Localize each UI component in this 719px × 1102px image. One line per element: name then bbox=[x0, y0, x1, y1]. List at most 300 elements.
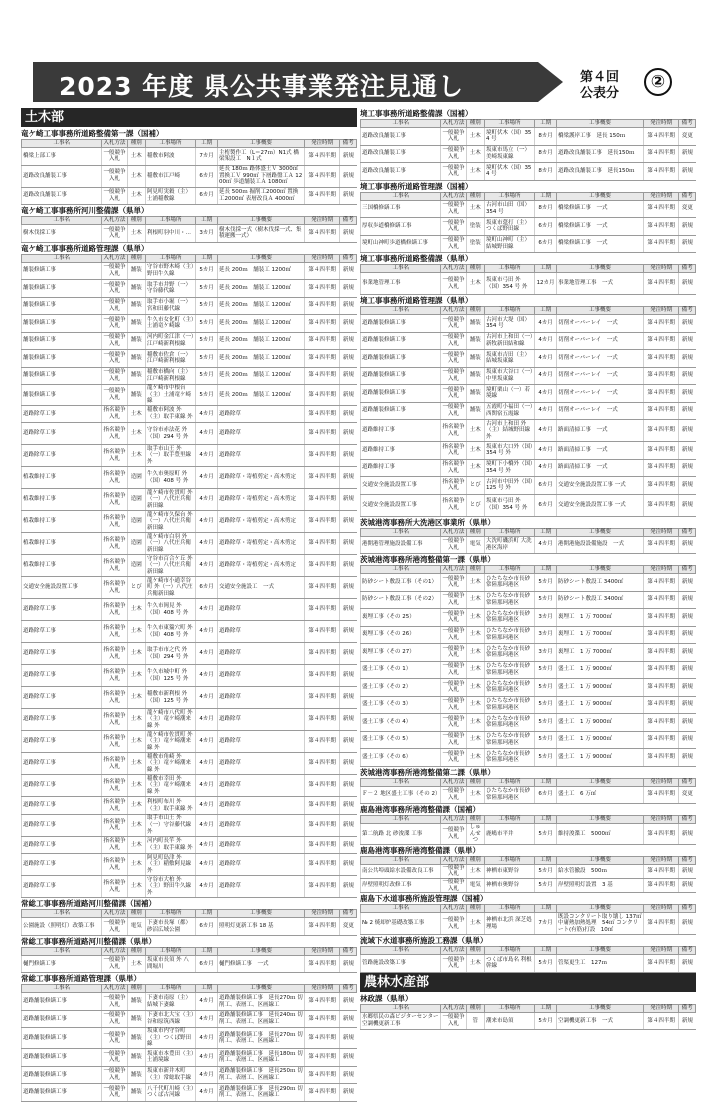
table-cell: 管渠更生工 127ｍ bbox=[556, 955, 643, 973]
table-cell: 新規 bbox=[340, 797, 357, 815]
table-cell: 第４四半期 bbox=[305, 577, 340, 599]
table-row bbox=[22, 1028, 357, 1049]
table-cell: 新規 bbox=[340, 1028, 357, 1049]
table-cell: 一般競争入札 bbox=[102, 148, 127, 166]
table-cell: 新規 bbox=[340, 577, 357, 599]
column-header: 入札方法 bbox=[442, 265, 465, 272]
column-header: 入札方法 bbox=[442, 947, 465, 954]
table-cell: 4カ月 bbox=[196, 1028, 218, 1049]
table-cell: 交通安全施設工 一式 bbox=[217, 577, 304, 599]
table-row bbox=[22, 262, 357, 280]
table-cell: 土木 bbox=[127, 187, 145, 205]
column-header: 工事名 bbox=[361, 905, 441, 913]
table-cell: 土木 bbox=[127, 687, 145, 709]
table-cell: 一般競争入札 bbox=[102, 262, 127, 280]
table-row bbox=[361, 609, 696, 627]
table-cell: 延長 200ｍ 舗装工 1200㎡ bbox=[217, 367, 304, 385]
table-row bbox=[361, 749, 696, 767]
table-cell: 4カ月 bbox=[196, 489, 218, 511]
column-header: 工事名 bbox=[361, 947, 441, 955]
table-cell: 道路除草工事 bbox=[22, 709, 102, 731]
table-cell: 第４四半期 bbox=[644, 315, 679, 333]
column-header: 備考 bbox=[340, 217, 357, 225]
table-cell: 第４四半期 bbox=[644, 420, 679, 442]
table-cell: ひたちなか市長砂 常陸那珂港区 bbox=[484, 696, 534, 714]
table-cell: 新規 bbox=[340, 555, 357, 577]
table-cell: 新規 bbox=[340, 350, 357, 368]
table-cell: 一般競争入札 bbox=[102, 955, 127, 973]
table-cell: 土木 bbox=[127, 876, 145, 898]
table-row bbox=[361, 235, 696, 253]
table-cell: 8カ月 bbox=[535, 200, 557, 218]
column-header: 工事場所 bbox=[145, 985, 195, 993]
table-cell: 土木 bbox=[466, 128, 484, 146]
table-cell: 土木 bbox=[466, 200, 484, 218]
table-cell: 牛久市岡見 外（国）408 号 外 bbox=[145, 599, 195, 621]
table-row bbox=[361, 315, 696, 333]
table-cell: 新規 bbox=[679, 350, 696, 368]
table-cell: 指名競争入札 bbox=[102, 665, 127, 687]
table-cell: 取手市山王 外（一）守谷藤代線 外 bbox=[145, 814, 195, 836]
works-table bbox=[360, 856, 696, 893]
column-header: 種別 bbox=[466, 905, 484, 913]
table-cell: 土木 bbox=[127, 445, 145, 467]
table-cell: 4カ月 bbox=[535, 367, 557, 385]
table-cell: 第４四半期 bbox=[644, 864, 679, 878]
column-header: 工期 bbox=[535, 778, 557, 786]
table-cell: 8カ月 bbox=[535, 163, 557, 181]
table-cell: 土木 bbox=[466, 574, 484, 592]
table-row bbox=[22, 297, 357, 315]
table-cell: 第４四半期 bbox=[305, 1084, 340, 1102]
table-cell: 盛土工 1 万 9000㎥ bbox=[556, 731, 643, 749]
table-cell: 裏埋工 1 万 7000㎥ bbox=[556, 609, 643, 627]
table-cell: 土木 bbox=[127, 731, 145, 753]
banner-title: 2023 年度 県公共事業発注見通し bbox=[59, 72, 464, 101]
table-cell: 新規 bbox=[340, 814, 357, 836]
table-cell: 稲敷市阿波 外（主）取手東線 外 bbox=[145, 405, 195, 423]
table-row bbox=[361, 696, 696, 714]
column-header: 工事場所 bbox=[484, 856, 534, 864]
table-cell: 第４四半期 bbox=[644, 679, 679, 697]
column-header: 工期 bbox=[196, 254, 218, 262]
works-table bbox=[21, 216, 357, 243]
column-header: 発注時期 bbox=[644, 307, 679, 315]
table-cell: 一般競争入札 bbox=[102, 918, 127, 936]
column-header: 発注時期 bbox=[644, 856, 679, 864]
works-table bbox=[360, 904, 696, 935]
table-cell: 道路除草・寄植剪定・高木剪定 bbox=[217, 555, 304, 577]
table-header-row bbox=[361, 528, 696, 536]
table-cell: 一般競争入札 bbox=[442, 878, 465, 892]
table-cell: 5カ月 bbox=[535, 591, 557, 609]
table-row bbox=[22, 753, 357, 775]
left-column bbox=[21, 108, 357, 1102]
table-row bbox=[22, 225, 357, 243]
table-cell: 道路除草 bbox=[217, 665, 304, 687]
table-row bbox=[22, 993, 357, 1011]
column-header: 入札方法 bbox=[103, 910, 126, 917]
table-cell: 植栽維持工事 bbox=[22, 511, 102, 533]
table-cell: 一般競争入札 bbox=[441, 1012, 466, 1030]
table-cell: 稲敷市阿波 bbox=[145, 148, 195, 166]
table-cell: 一般競争入札 bbox=[102, 1010, 127, 1028]
table-cell: 新規 bbox=[340, 467, 357, 489]
table-header-row bbox=[361, 192, 696, 200]
table-cell: 新規 bbox=[340, 599, 357, 621]
table-cell: ひたちなか市長砂 常陸那珂港区 bbox=[484, 786, 534, 804]
table-cell: 稲敷市橋向（主）江戸崎新利根線 bbox=[145, 367, 195, 385]
table-cell: 路面清掃工事 一式 bbox=[556, 459, 643, 477]
table-cell: 3カ月 bbox=[196, 225, 218, 243]
table-cell: 舗装修繕工事 bbox=[22, 385, 102, 406]
table-row bbox=[22, 467, 357, 489]
column-header: 種別 bbox=[466, 1004, 484, 1012]
table-cell: 4カ月 bbox=[535, 402, 557, 420]
table-cell: 龍ケ崎市佐貫町 外（主）竜ケ崎潮来線 外 bbox=[145, 731, 195, 753]
table-cell: 公園施設（照明灯）改築工事 bbox=[22, 918, 102, 936]
table-cell: 指名競争入札 bbox=[102, 709, 127, 731]
table-cell: 土木 bbox=[466, 644, 484, 662]
table-cell: 一般競争入札 bbox=[441, 128, 466, 146]
table-cell: 神栖市奥野谷 bbox=[484, 878, 534, 892]
table-cell: 4カ月 bbox=[196, 731, 218, 753]
table-cell: 新規 bbox=[679, 714, 696, 732]
table-cell: 第４四半期 bbox=[644, 273, 679, 295]
table-cell: 第４四半期 bbox=[305, 315, 340, 333]
table-cell: 第４四半期 bbox=[644, 128, 679, 146]
table-cell: 第４四半期 bbox=[644, 913, 679, 935]
table-cell: 新規 bbox=[340, 775, 357, 797]
table-cell: 変更 bbox=[340, 918, 357, 936]
table-cell: 第４四半期 bbox=[305, 854, 340, 876]
table-cell: 道路舗装修繕工事 bbox=[361, 367, 441, 385]
table-cell: 稲敷市新利根 外（国）125 号 外 bbox=[145, 687, 195, 709]
section-title: 境工事事務所道路管理課（県単） bbox=[360, 296, 473, 305]
table-cell: 道路改良舗装工事 bbox=[22, 187, 102, 205]
table-cell: 舗装 bbox=[127, 385, 145, 406]
table-cell: 稲敷市幸田 外（主）竜ケ崎潮来線 外 bbox=[145, 775, 195, 797]
table-cell: 橋梁修繕工事 一式 bbox=[556, 200, 643, 218]
table-cell: 道路改良舗装工事 延長150ｍ bbox=[556, 145, 643, 163]
table-cell: 第４四半期 bbox=[644, 235, 679, 253]
column-header: 工事概要 bbox=[217, 910, 304, 918]
column-header: 工事概要 bbox=[217, 254, 304, 262]
table-cell: 新規 bbox=[679, 367, 696, 385]
table-row bbox=[361, 731, 696, 749]
column-header: 工期 bbox=[535, 120, 557, 128]
section-title: 常総工事事務所道路河川整備課（国補） bbox=[21, 899, 156, 909]
table-cell: 第４四半期 bbox=[644, 218, 679, 236]
table-cell: 4カ月 bbox=[535, 385, 557, 403]
column-header: 工事場所 bbox=[484, 1004, 534, 1012]
table-cell: 一般競争入札 bbox=[441, 824, 466, 845]
table-cell: 5カ月 bbox=[196, 367, 218, 385]
table-cell: 道路除草 bbox=[217, 814, 304, 836]
table-cell: 一般競争入札 bbox=[102, 165, 127, 187]
table-cell: 神栖市東野谷 bbox=[484, 864, 534, 878]
section-title: 流域下水道事務所施設工務課（県単） bbox=[360, 936, 488, 946]
table-cell: 道路舗装修繕工事 bbox=[22, 1066, 102, 1084]
table-row bbox=[22, 533, 357, 555]
table-cell: 道路除草 bbox=[217, 621, 304, 643]
table-cell: 指名競争入札 bbox=[102, 643, 127, 665]
table-cell: 舗装修繕工事 bbox=[22, 262, 102, 280]
table-cell: 道路除草工事 bbox=[22, 814, 102, 836]
table-cell: 第４四半期 bbox=[305, 489, 340, 511]
column-header: 工事概要 bbox=[556, 947, 643, 955]
table-cell: 新規 bbox=[679, 442, 696, 460]
table-cell: 新規 bbox=[679, 591, 696, 609]
column-header: 入札方法 bbox=[103, 985, 126, 992]
column-header: 工事名 bbox=[22, 254, 102, 262]
table-cell: 4カ月 bbox=[535, 350, 557, 368]
table-cell: 一般競争入札 bbox=[441, 163, 466, 181]
table-cell: 第４四半期 bbox=[644, 145, 679, 163]
table-cell: 8カ月 bbox=[535, 145, 557, 163]
table-row bbox=[361, 350, 696, 368]
table-cell: 新規 bbox=[340, 385, 357, 406]
table-cell: 新規 bbox=[340, 332, 357, 350]
table-cell: 4カ月 bbox=[196, 687, 218, 709]
works-table bbox=[360, 528, 696, 555]
table-cell: 土木 bbox=[466, 163, 484, 181]
table-cell: 指名競争入札 bbox=[102, 836, 127, 854]
column-header: 工事場所 bbox=[484, 778, 534, 786]
table-cell: 裏埋工事（その 27） bbox=[361, 644, 441, 662]
table-cell: 5カ月 bbox=[196, 315, 218, 333]
table-cell: 土木 bbox=[466, 591, 484, 609]
table-cell: 第４四半期 bbox=[305, 533, 340, 555]
column-header: 入札方法 bbox=[442, 120, 465, 127]
table-cell: 土木 bbox=[466, 749, 484, 767]
table-cell: 道路除草 bbox=[217, 854, 304, 876]
table-cell: 阿見町島津 外（主）稲敷阿見線 外 bbox=[145, 854, 195, 876]
table-cell: 造園 bbox=[127, 533, 145, 555]
table-cell: 土木 bbox=[466, 661, 484, 679]
table-cell: 新規 bbox=[679, 696, 696, 714]
column-header: 種別 bbox=[466, 265, 484, 273]
table-cell: 指名競争入札 bbox=[441, 459, 466, 477]
table-row bbox=[361, 878, 696, 892]
table-cell: 岸壁照明灯改修工事 bbox=[361, 878, 441, 892]
table-cell: 坂東市弓田 外（国）354 号 外 bbox=[484, 494, 534, 516]
table-cell: 造園 bbox=[127, 511, 145, 533]
section-title: 茨城港湾事務所港湾整備第二課（県単） bbox=[360, 767, 495, 777]
table-cell: 道路除草 bbox=[217, 709, 304, 731]
column-header: 工事名 bbox=[361, 566, 441, 574]
table-cell: 一般競争入札 bbox=[441, 913, 466, 935]
table-cell: 取手市山王 外（一）取手豊里線 外 bbox=[145, 445, 195, 467]
table-cell: 一般競争入札 bbox=[102, 1084, 127, 1102]
table-cell: 4カ月 bbox=[196, 423, 218, 445]
table-cell: 道路除草工事 bbox=[22, 405, 102, 423]
table-cell: 舗装 bbox=[466, 367, 484, 385]
table-cell: 坂東市莚打（主）つくば野田線 bbox=[484, 218, 534, 236]
column-header: 発注時期 bbox=[644, 905, 679, 913]
table-cell: ひたちなか市長砂 常陸那珂港区 bbox=[484, 714, 534, 732]
table-cell: 一般競争入札 bbox=[102, 187, 127, 205]
table-cell: 新規 bbox=[679, 955, 696, 973]
table-cell: 新規 bbox=[340, 533, 357, 555]
table-cell: 4カ月 bbox=[196, 1084, 218, 1102]
column-header: 備考 bbox=[340, 140, 357, 148]
table-cell: 道路舗装修繕工事 延長270ｍ 切削工、表層工、区画線工 bbox=[217, 1028, 304, 1049]
table-cell: 延長 200ｍ 舗装工 1200㎡ bbox=[217, 315, 304, 333]
table-row bbox=[22, 1084, 357, 1102]
table-cell: 土木 bbox=[466, 273, 484, 295]
table-cell: 第４四半期 bbox=[305, 423, 340, 445]
column-header: 工事概要 bbox=[556, 905, 643, 913]
table-cell: 舗装 bbox=[127, 1084, 145, 1102]
table-cell: 4カ月 bbox=[196, 643, 218, 665]
table-cell: 守谷市赤法花 外（国）294 号 外 bbox=[145, 423, 195, 445]
section-title: 茨城港湾事務所港湾整備第一課（県単） bbox=[360, 555, 495, 564]
table-cell: 新規 bbox=[340, 367, 357, 385]
column-header: 入札方法 bbox=[442, 192, 465, 199]
table-row bbox=[361, 864, 696, 878]
table-cell: 指名競争入札 bbox=[102, 599, 127, 621]
table-row bbox=[361, 494, 696, 516]
table-cell: 新規 bbox=[340, 489, 357, 511]
table-cell: 道路除草工事 bbox=[22, 665, 102, 687]
table-cell: 交通安全施設設置工事 bbox=[22, 577, 102, 599]
table-cell: 舗装 bbox=[127, 1049, 145, 1067]
column-header: 工期 bbox=[535, 816, 557, 824]
table-cell: 新規 bbox=[679, 913, 696, 935]
table-cell: 一般競争入札 bbox=[441, 200, 466, 218]
column-header: 種別 bbox=[127, 947, 145, 955]
column-header: 発注時期 bbox=[305, 947, 340, 955]
table-row bbox=[22, 1049, 357, 1067]
column-header: 工事名 bbox=[22, 985, 102, 993]
table-cell: 坂東市新井木町（主）常総取手線 bbox=[145, 1066, 195, 1084]
column-header: 工事名 bbox=[361, 192, 441, 200]
table-cell: 牛久市東猯穴町 外（国）408 号 外 bbox=[145, 621, 195, 643]
table-cell: 一般競争入札 bbox=[102, 350, 127, 368]
table-cell: 4カ月 bbox=[196, 445, 218, 467]
table-cell: 厚収歩道橋修繕工事 bbox=[361, 218, 441, 236]
table-cell: 新規 bbox=[340, 731, 357, 753]
column-header: 工事場所 bbox=[484, 307, 534, 315]
table-row bbox=[22, 621, 357, 643]
table-cell: 第４四半期 bbox=[305, 332, 340, 350]
column-header: 発注時期 bbox=[644, 120, 679, 128]
issue-line1: 第４回 bbox=[580, 70, 620, 85]
table-cell: 3カ月 bbox=[535, 626, 557, 644]
table-cell: 第４四半期 bbox=[305, 731, 340, 753]
table-cell: 植栽維持工事 bbox=[22, 489, 102, 511]
table-row bbox=[361, 824, 696, 845]
table-row bbox=[22, 876, 357, 898]
table-cell: 4カ月 bbox=[535, 420, 557, 442]
table-cell: 水郷県民の森ビジターセンター空調機更新工事 bbox=[361, 1012, 441, 1030]
table-cell: 植栽維持工事 bbox=[22, 533, 102, 555]
table-cell: 第４四半期 bbox=[305, 385, 340, 406]
table-cell: 電気 bbox=[466, 878, 484, 892]
table-cell: 延長 200ｍ 舗装工 1200㎡ bbox=[217, 280, 304, 298]
table-cell: 第４四半期 bbox=[305, 687, 340, 709]
table-cell: 橋梁修繕工事 一式 bbox=[556, 235, 643, 253]
table-cell: 切削オーバーレイ 一式 bbox=[556, 315, 643, 333]
table-cell: 土木 bbox=[466, 786, 484, 804]
table-cell: 第４四半期 bbox=[644, 661, 679, 679]
table-cell: Ｆ－２ 地区盛土工事（その 2） bbox=[361, 786, 441, 804]
right-column bbox=[360, 108, 696, 1030]
table-cell: 新規 bbox=[679, 145, 696, 163]
table-cell: 4カ月 bbox=[196, 797, 218, 815]
table-cell: 4カ月 bbox=[196, 555, 218, 577]
table-row bbox=[361, 644, 696, 662]
table-cell: 第４四半期 bbox=[305, 262, 340, 280]
works-table bbox=[360, 1004, 696, 1031]
table-cell: 一般競争入札 bbox=[102, 1066, 127, 1084]
table-cell: 大洗町磯浜町 大洗港区海岸 bbox=[484, 536, 534, 554]
table-cell: 5カ月 bbox=[196, 262, 218, 280]
column-header: 工期 bbox=[535, 905, 557, 913]
table-cell: 八千代町川崎（主）つくば古河線 bbox=[145, 1084, 195, 1102]
table-cell: 土木 bbox=[466, 731, 484, 749]
column-header: 発注時期 bbox=[644, 528, 679, 536]
column-header: 種別 bbox=[466, 120, 484, 128]
table-cell: 指名競争入札 bbox=[102, 445, 127, 467]
column-header: 工事名 bbox=[361, 1004, 441, 1012]
table-cell: 第４四半期 bbox=[644, 574, 679, 592]
table-row bbox=[22, 854, 357, 876]
table-cell: 第４四半期 bbox=[305, 775, 340, 797]
column-header: 工事概要 bbox=[217, 217, 304, 225]
table-cell: 一般競争入札 bbox=[102, 385, 127, 406]
table-cell: 道路舗装修繕工事 bbox=[22, 1084, 102, 1102]
column-header: 発注時期 bbox=[644, 1004, 679, 1012]
table-cell: 防砂シート敷設工 3400㎡ bbox=[556, 574, 643, 592]
column-header: 工事名 bbox=[22, 140, 102, 148]
column-header: 発注時期 bbox=[305, 254, 340, 262]
table-cell: 龍ケ崎市八代町 外（主）竜ケ崎潮来線 外 bbox=[145, 709, 195, 731]
table-cell: 第４四半期 bbox=[644, 385, 679, 403]
table-cell: 土木 bbox=[127, 753, 145, 775]
table-cell: 牛久市女化町（主）土浦竜ケ崎線 bbox=[145, 315, 195, 333]
table-cell: 第４四半期 bbox=[305, 511, 340, 533]
table-header-row bbox=[22, 910, 357, 918]
table-cell: 第４四半期 bbox=[305, 1049, 340, 1067]
table-row bbox=[22, 918, 357, 936]
table-row bbox=[22, 731, 357, 753]
table-cell: 道路舗装修繕工事 bbox=[22, 993, 102, 1011]
table-cell: 坂東市大口外（国）354 号 外 bbox=[484, 442, 534, 460]
table-cell: 第４四半期 bbox=[644, 824, 679, 845]
table-cell: 交通安全施設設置工事 bbox=[361, 477, 441, 495]
table-cell: 第４四半期 bbox=[644, 609, 679, 627]
column-header: 工期 bbox=[535, 192, 557, 200]
section-title: 竜ケ崎工事事務所道路管理課（県単） bbox=[21, 243, 149, 253]
table-cell: 土木 bbox=[466, 459, 484, 477]
table-header-row bbox=[22, 140, 357, 148]
table-cell: 塗装 bbox=[466, 218, 484, 236]
table-cell: 道路除草工事 bbox=[22, 687, 102, 709]
table-cell: 6カ月 bbox=[535, 786, 557, 804]
table-row bbox=[22, 555, 357, 577]
table-cell: 一般競争入札 bbox=[102, 315, 127, 333]
table-cell: 道路除草工事 bbox=[22, 836, 102, 854]
table-cell: 指名競争入札 bbox=[102, 814, 127, 836]
table-cell: 舗装修繕工事 bbox=[22, 350, 102, 368]
table-cell: 新規 bbox=[679, 626, 696, 644]
table-cell: 道路除草工事 bbox=[22, 643, 102, 665]
table-cell: 道路改良舗装工事 bbox=[361, 145, 441, 163]
table-cell: 変更 bbox=[679, 786, 696, 804]
table-cell: 延長 500ｍ 掘削工2000㎥ 置換工2000㎥ 表層改良Ａ 4000㎡ bbox=[217, 187, 304, 205]
